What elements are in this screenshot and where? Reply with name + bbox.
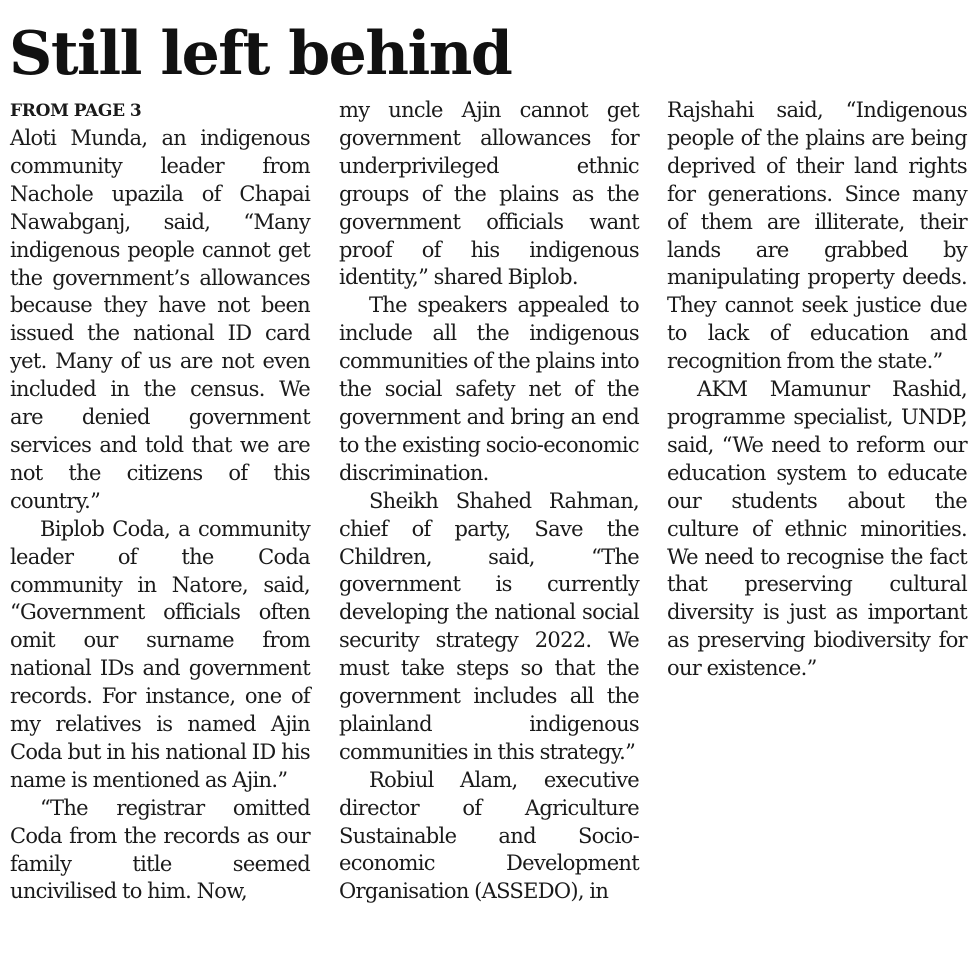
paragraph: Robiul Alam, executive director of Agriculture Sustainable and Socio-economic Development Organisation (ASSEDO), in bbox=[339, 767, 639, 904]
paragraph: Sheikh Shahed Rahman, chief of party, Save the Children, said, “The government is currently developing the national social security strategy 2022. We must take steps so that the government includes all the plainland indigenous communities in this strategy.” bbox=[339, 488, 639, 764]
paragraph: AKM Mamunur Rashid, programme specialist, UNDP, said, “We need to reform our education system to educate our students about the culture of ethnic minorities. We need to recognise the fact that preserving cultural diversity is just as important as preserving biodiversity for our existence.” bbox=[667, 377, 967, 681]
continued-from-kicker: FROM PAGE 3 bbox=[10, 101, 142, 121]
headline: Still left behind bbox=[9, 19, 512, 89]
paragraph: my uncle Ajin cannot get government allowances for underprivileged ethnic groups of the plains as the government officials want proof of his indigenous identity,” shared Biplob. bbox=[339, 98, 639, 290]
article-column-1 bbox=[10, 97, 310, 906]
paragraph: Biplob Coda, a community leader of the Coda community in Natore, said, “Government officials often omit our surname from national IDs and government records. For instance, one of my relatives is named Ajin Coda but in his national ID his name is mentioned as Ajin.” bbox=[10, 516, 310, 792]
paragraph: The speakers appealed to include all the indigenous communities of the plains into the social safety net of the government and bring an end to the existing socio-economic discrimination. bbox=[339, 293, 639, 485]
article-column-3 bbox=[667, 97, 967, 683]
paragraph: Rajshahi said, “Indigenous people of the plains are being deprived of their land rights for generations. Since many of them are illiterate, their lands are grabbed by manipulating property deeds. They cannot seek justice due to lack of education and recognition from the state.” bbox=[667, 98, 967, 374]
paragraph: Aloti Munda, an indigenous community leader from Nachole upazila of Chapai Nawabganj, said, “Many indigenous people cannot get the government’s allowances because they have not been issued the national ID card yet. Many of us are not even included in the census. We are denied government services and told that we are not the citizens of this country.” bbox=[10, 126, 310, 513]
paragraph: “The registrar omitted Coda from the records as our family title seemed uncivilised to him. Now, bbox=[10, 795, 310, 904]
article-column-2 bbox=[339, 97, 639, 906]
